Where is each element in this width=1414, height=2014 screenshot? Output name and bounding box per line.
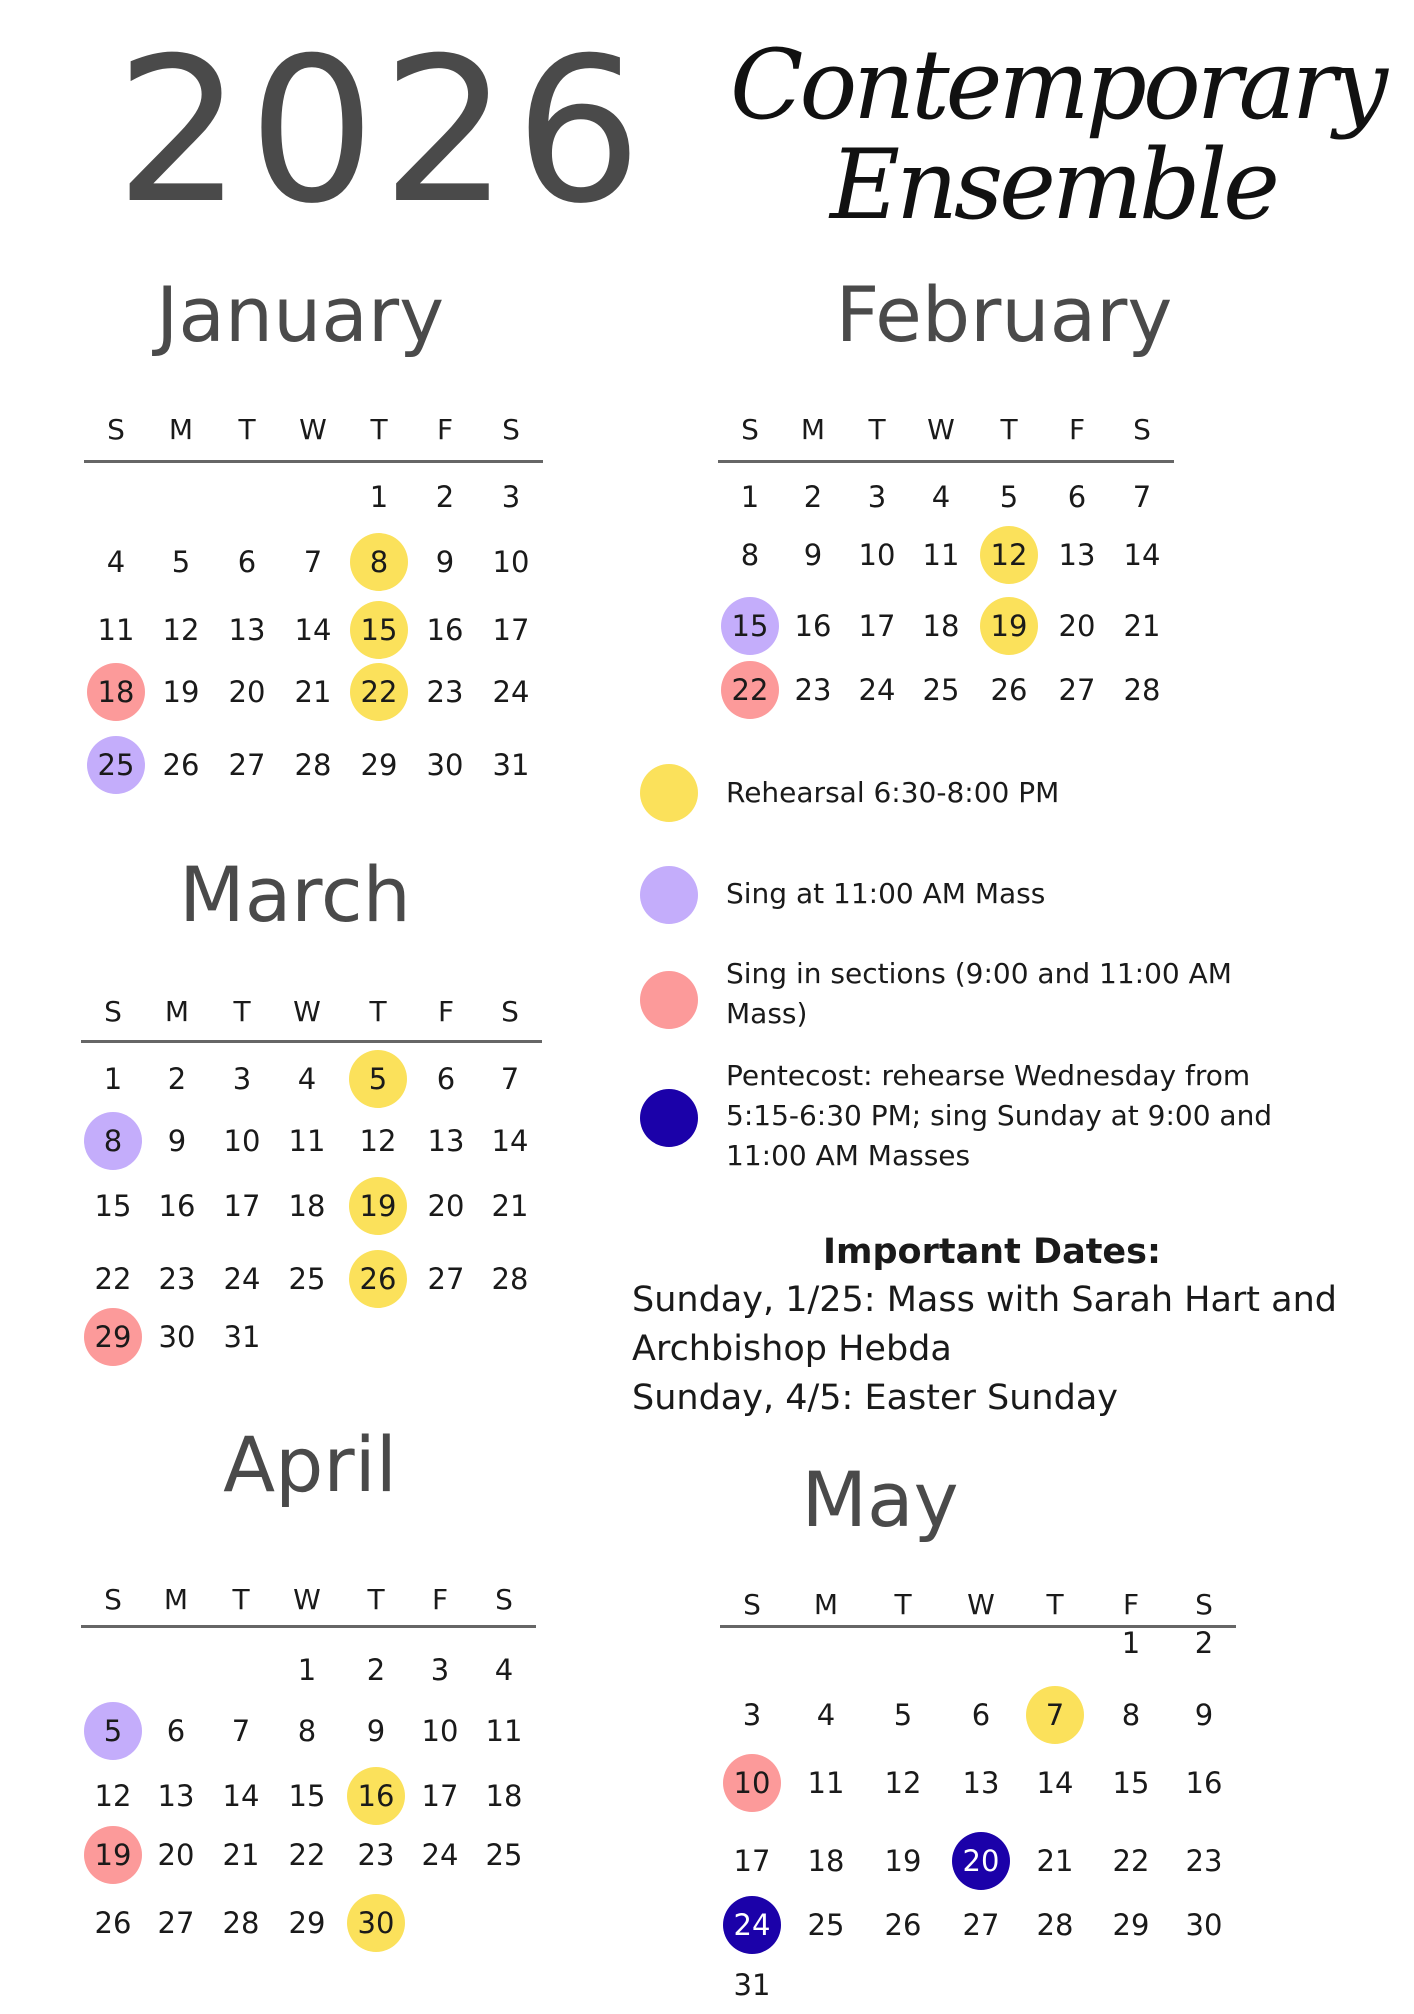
highlighted-day: 22 bbox=[721, 661, 779, 719]
highlighted-day: 10 bbox=[723, 1754, 781, 1812]
important-date-line: Sunday, 4/5: Easter Sunday bbox=[632, 1378, 1118, 1418]
calendar-day: 9 bbox=[366, 1714, 386, 1748]
calendar-day: 1 bbox=[740, 480, 760, 514]
calendar-day: 4 bbox=[816, 1698, 836, 1732]
highlighted-day: 15 bbox=[350, 601, 408, 659]
calendar-day: 12 bbox=[359, 1124, 397, 1158]
weekday-label: T bbox=[369, 995, 387, 1028]
calendar-day: 22 bbox=[288, 1838, 326, 1872]
calendar-day: 23 bbox=[357, 1838, 395, 1872]
calendar-day: 10 bbox=[492, 545, 530, 579]
highlighted-day: 19 bbox=[84, 1826, 142, 1884]
calendar-day: 22 bbox=[94, 1262, 132, 1296]
highlighted-day: 24 bbox=[723, 1896, 781, 1954]
calendar-day: 17 bbox=[492, 613, 530, 647]
calendar-day: 4 bbox=[494, 1653, 514, 1687]
highlighted-day: 8 bbox=[84, 1112, 142, 1170]
weekday-label: T bbox=[367, 1583, 385, 1616]
calendar-day: 2 bbox=[803, 480, 823, 514]
calendar-day: 13 bbox=[157, 1779, 195, 1813]
calendar-day: 11 bbox=[288, 1124, 326, 1158]
calendar-day: 28 bbox=[294, 748, 332, 782]
script-line-contemporary: Contemporary bbox=[730, 29, 1384, 141]
calendar-day: 1 bbox=[1121, 1626, 1141, 1660]
legend-label-rehearsal: Rehearsal 6:30-8:00 PM bbox=[726, 776, 1060, 809]
calendar-day: 13 bbox=[962, 1766, 1000, 1800]
header-rule bbox=[81, 1625, 536, 1628]
calendar-day: 28 bbox=[1036, 1908, 1074, 1942]
calendar-day: 6 bbox=[237, 545, 257, 579]
calendar-day: 15 bbox=[288, 1779, 326, 1813]
calendar-day: 31 bbox=[492, 748, 530, 782]
calendar-day: 19 bbox=[162, 675, 200, 709]
highlighted-day: 5 bbox=[349, 1050, 407, 1108]
calendar-day: 11 bbox=[97, 613, 135, 647]
calendar-day: 28 bbox=[491, 1262, 529, 1296]
calendar-day: 21 bbox=[222, 1838, 260, 1872]
weekday-label: M bbox=[164, 995, 190, 1028]
highlighted-day: 25 bbox=[87, 736, 145, 794]
calendar-day: 26 bbox=[162, 748, 200, 782]
calendar-day: 14 bbox=[491, 1124, 529, 1158]
weekday-label: T bbox=[1046, 1588, 1064, 1621]
calendar-day: 16 bbox=[794, 609, 832, 643]
highlighted-day: 20 bbox=[952, 1832, 1010, 1890]
important-date-line: Sunday, 1/25: Mass with Sarah Hart and bbox=[632, 1280, 1338, 1320]
weekday-label: T bbox=[1000, 413, 1018, 446]
calendar-day: 30 bbox=[1185, 1908, 1223, 1942]
calendar-day: 2 bbox=[1194, 1626, 1214, 1660]
calendar-day: 1 bbox=[103, 1062, 123, 1096]
important-dates-heading: Important Dates: bbox=[822, 1232, 1161, 1272]
weekday-label: T bbox=[894, 1588, 912, 1621]
calendar-day: 12 bbox=[94, 1779, 132, 1813]
calendar-day: 16 bbox=[1185, 1766, 1223, 1800]
calendar-day: 10 bbox=[858, 538, 896, 572]
calendar-day: 1 bbox=[297, 1653, 317, 1687]
calendar-day: 27 bbox=[1058, 673, 1096, 707]
calendar-day: 7 bbox=[303, 545, 323, 579]
calendar-day: 3 bbox=[867, 480, 887, 514]
calendar-day: 27 bbox=[157, 1906, 195, 1940]
calendar-day: 11 bbox=[807, 1766, 845, 1800]
highlighted-day: 5 bbox=[84, 1702, 142, 1760]
calendar-day: 21 bbox=[1036, 1844, 1074, 1878]
calendar-day: 4 bbox=[931, 480, 951, 514]
calendar-day: 5 bbox=[171, 545, 191, 579]
calendar-day: 11 bbox=[485, 1714, 523, 1748]
calendar-day: 15 bbox=[94, 1189, 132, 1223]
calendar-day: 6 bbox=[166, 1714, 186, 1748]
calendar-day: 26 bbox=[990, 673, 1028, 707]
highlighted-day: 8 bbox=[350, 533, 408, 591]
month-title: January bbox=[155, 270, 445, 359]
calendar-day: 27 bbox=[962, 1908, 1000, 1942]
calendar-day: 1 bbox=[369, 480, 389, 514]
calendar-day: 3 bbox=[232, 1062, 252, 1096]
legend-label-sections: Sing in sections (9:00 and 11:00 AM bbox=[726, 957, 1232, 990]
calendar-day: 9 bbox=[803, 538, 823, 572]
legend-dot-pentecost bbox=[640, 1089, 698, 1147]
calendar-day: 6 bbox=[436, 1062, 456, 1096]
calendar-day: 29 bbox=[1112, 1908, 1150, 1942]
calendar-day: 21 bbox=[1123, 609, 1161, 643]
calendar-day: 9 bbox=[1194, 1698, 1214, 1732]
weekday-label: S bbox=[1133, 413, 1151, 446]
weekday-label: T bbox=[868, 413, 886, 446]
calendar-day: 3 bbox=[501, 480, 521, 514]
weekday-label: M bbox=[800, 413, 826, 446]
calendar-day: 20 bbox=[228, 675, 266, 709]
calendar-day: 4 bbox=[297, 1062, 317, 1096]
calendar-day: 10 bbox=[421, 1714, 459, 1748]
legend-label-sing1100: Sing at 11:00 AM Mass bbox=[726, 877, 1046, 910]
calendar-day: 14 bbox=[294, 613, 332, 647]
calendar-day: 3 bbox=[430, 1653, 450, 1687]
calendar-day: 8 bbox=[1121, 1698, 1141, 1732]
calendar-day: 13 bbox=[1058, 538, 1096, 572]
calendar-day: 12 bbox=[884, 1766, 922, 1800]
calendar-day: 14 bbox=[1123, 538, 1161, 572]
weekday-label: S bbox=[495, 1583, 513, 1616]
calendar-day: 23 bbox=[158, 1262, 196, 1296]
highlighted-day: 18 bbox=[87, 663, 145, 721]
calendar-day: 3 bbox=[742, 1698, 762, 1732]
calendar-day: 31 bbox=[733, 1968, 771, 2002]
calendar-day: 27 bbox=[228, 748, 266, 782]
weekday-label: S bbox=[502, 413, 520, 446]
calendar-day: 16 bbox=[158, 1189, 196, 1223]
calendar-day: 6 bbox=[971, 1698, 991, 1732]
calendar-day: 18 bbox=[922, 609, 960, 643]
calendar-day: 25 bbox=[807, 1908, 845, 1942]
calendar-day: 20 bbox=[157, 1838, 195, 1872]
calendar-day: 20 bbox=[1058, 609, 1096, 643]
calendar-day: 26 bbox=[94, 1906, 132, 1940]
calendar-day: 6 bbox=[1067, 480, 1087, 514]
weekday-label: S bbox=[104, 995, 122, 1028]
weekday-label: S bbox=[501, 995, 519, 1028]
weekday-label: W bbox=[299, 413, 327, 446]
calendar-day: 2 bbox=[435, 480, 455, 514]
calendar-day: 17 bbox=[733, 1844, 771, 1878]
weekday-label: F bbox=[1122, 1588, 1140, 1621]
month-title: March bbox=[179, 850, 411, 939]
legend-label-pentecost: Pentecost: rehearse Wednesday from bbox=[726, 1059, 1251, 1092]
weekday-label: F bbox=[1068, 413, 1086, 446]
highlighted-day: 30 bbox=[347, 1894, 405, 1952]
calendar-day: 19 bbox=[884, 1844, 922, 1878]
weekday-label: W bbox=[967, 1588, 995, 1621]
calendar-day: 5 bbox=[893, 1698, 913, 1732]
calendar-day: 8 bbox=[740, 538, 760, 572]
calendar-day: 17 bbox=[421, 1779, 459, 1813]
calendar-day: 24 bbox=[492, 675, 530, 709]
weekday-label: S bbox=[743, 1588, 761, 1621]
calendar-day: 23 bbox=[426, 675, 464, 709]
calendar-day: 4 bbox=[106, 545, 126, 579]
calendar-day: 8 bbox=[297, 1714, 317, 1748]
ensemble-script-title bbox=[730, 15, 1384, 255]
header-rule bbox=[720, 1625, 1236, 1628]
weekday-label: F bbox=[431, 1583, 449, 1616]
legend-dot-rehearsal bbox=[640, 764, 698, 822]
weekday-label: F bbox=[437, 995, 455, 1028]
highlighted-day: 16 bbox=[347, 1767, 405, 1825]
highlighted-day: 29 bbox=[84, 1308, 142, 1366]
calendar-day: 2 bbox=[167, 1062, 187, 1096]
weekday-label: T bbox=[238, 413, 256, 446]
highlighted-day: 12 bbox=[980, 526, 1038, 584]
highlighted-day: 26 bbox=[349, 1250, 407, 1308]
calendar-day: 22 bbox=[1112, 1844, 1150, 1878]
calendar-day: 9 bbox=[435, 545, 455, 579]
weekday-label: T bbox=[233, 995, 251, 1028]
calendar-day: 18 bbox=[807, 1844, 845, 1878]
calendar-day: 17 bbox=[223, 1189, 261, 1223]
calendar-day: 27 bbox=[427, 1262, 465, 1296]
calendar-day: 10 bbox=[223, 1124, 261, 1158]
weekday-label: W bbox=[927, 413, 955, 446]
weekday-label: W bbox=[293, 1583, 321, 1616]
year-title: 2026 bbox=[115, 15, 648, 248]
highlighted-day: 22 bbox=[350, 663, 408, 721]
calendar-day: 7 bbox=[231, 1714, 251, 1748]
calendar-day: 17 bbox=[858, 609, 896, 643]
important-date-line: Archbishop Hebda bbox=[632, 1329, 952, 1369]
calendar-day: 29 bbox=[288, 1906, 326, 1940]
weekday-label: T bbox=[232, 1583, 250, 1616]
weekday-label: M bbox=[163, 1583, 189, 1616]
calendar-day: 28 bbox=[1123, 673, 1161, 707]
month-title: April bbox=[223, 1420, 397, 1509]
weekday-label: F bbox=[436, 413, 454, 446]
calendar-day: 18 bbox=[288, 1189, 326, 1223]
calendar-day: 29 bbox=[360, 748, 398, 782]
calendar-day: 7 bbox=[1132, 480, 1152, 514]
highlighted-day: 7 bbox=[1026, 1686, 1084, 1744]
calendar-day: 14 bbox=[1036, 1766, 1074, 1800]
calendar-day: 28 bbox=[222, 1906, 260, 1940]
legend-dot-sing1100 bbox=[640, 866, 698, 924]
calendar-day: 2 bbox=[366, 1653, 386, 1687]
weekday-label: S bbox=[741, 413, 759, 446]
calendar-day: 9 bbox=[167, 1124, 187, 1158]
legend-dot-sections bbox=[640, 971, 698, 1029]
highlighted-day: 15 bbox=[721, 597, 779, 655]
calendar-day: 15 bbox=[1112, 1766, 1150, 1800]
important-dates bbox=[632, 1228, 1372, 1423]
weekday-label: S bbox=[104, 1583, 122, 1616]
highlighted-day: 19 bbox=[980, 597, 1038, 655]
month-title: May bbox=[801, 1455, 959, 1544]
calendar-day: 21 bbox=[294, 675, 332, 709]
calendar-day: 30 bbox=[158, 1320, 196, 1354]
header-rule bbox=[718, 460, 1174, 463]
calendar-day: 12 bbox=[162, 613, 200, 647]
calendar-day: 25 bbox=[288, 1262, 326, 1296]
calendar-day: 23 bbox=[1185, 1844, 1223, 1878]
calendar-day: 14 bbox=[222, 1779, 260, 1813]
calendar-day: 11 bbox=[922, 538, 960, 572]
calendar-day: 24 bbox=[421, 1838, 459, 1872]
calendar-day: 21 bbox=[491, 1189, 529, 1223]
calendar-day: 25 bbox=[485, 1838, 523, 1872]
weekday-label: W bbox=[293, 995, 321, 1028]
calendar-day: 23 bbox=[794, 673, 832, 707]
weekday-label: M bbox=[813, 1588, 839, 1621]
weekday-label: S bbox=[107, 413, 125, 446]
highlighted-day: 19 bbox=[349, 1177, 407, 1235]
calendar-day: 18 bbox=[485, 1779, 523, 1813]
calendar-day: 24 bbox=[223, 1262, 261, 1296]
legend-label-pentecost: 11:00 AM Masses bbox=[726, 1139, 971, 1172]
legend-label-sections: Mass) bbox=[726, 997, 808, 1030]
calendar-day: 30 bbox=[426, 748, 464, 782]
calendar-day: 24 bbox=[858, 673, 896, 707]
calendar-day: 31 bbox=[223, 1320, 261, 1354]
calendar-day: 13 bbox=[427, 1124, 465, 1158]
month-title: February bbox=[835, 270, 1173, 359]
calendar-day: 5 bbox=[999, 480, 1019, 514]
header-rule bbox=[84, 460, 543, 463]
calendar-day: 16 bbox=[426, 613, 464, 647]
calendar-day: 20 bbox=[427, 1189, 465, 1223]
weekday-label: T bbox=[370, 413, 388, 446]
calendar-day: 26 bbox=[884, 1908, 922, 1942]
legend-label-pentecost: 5:15-6:30 PM; sing Sunday at 9:00 and bbox=[726, 1099, 1273, 1132]
calendar-day: 7 bbox=[500, 1062, 520, 1096]
weekday-label: M bbox=[168, 413, 194, 446]
weekday-header bbox=[0, 410, 1414, 450]
calendar-day: 13 bbox=[228, 613, 266, 647]
calendar-day: 25 bbox=[922, 673, 960, 707]
script-line-ensemble: Ensemble bbox=[830, 129, 1276, 241]
header-rule bbox=[81, 1040, 542, 1043]
weekday-label: S bbox=[1195, 1588, 1213, 1621]
